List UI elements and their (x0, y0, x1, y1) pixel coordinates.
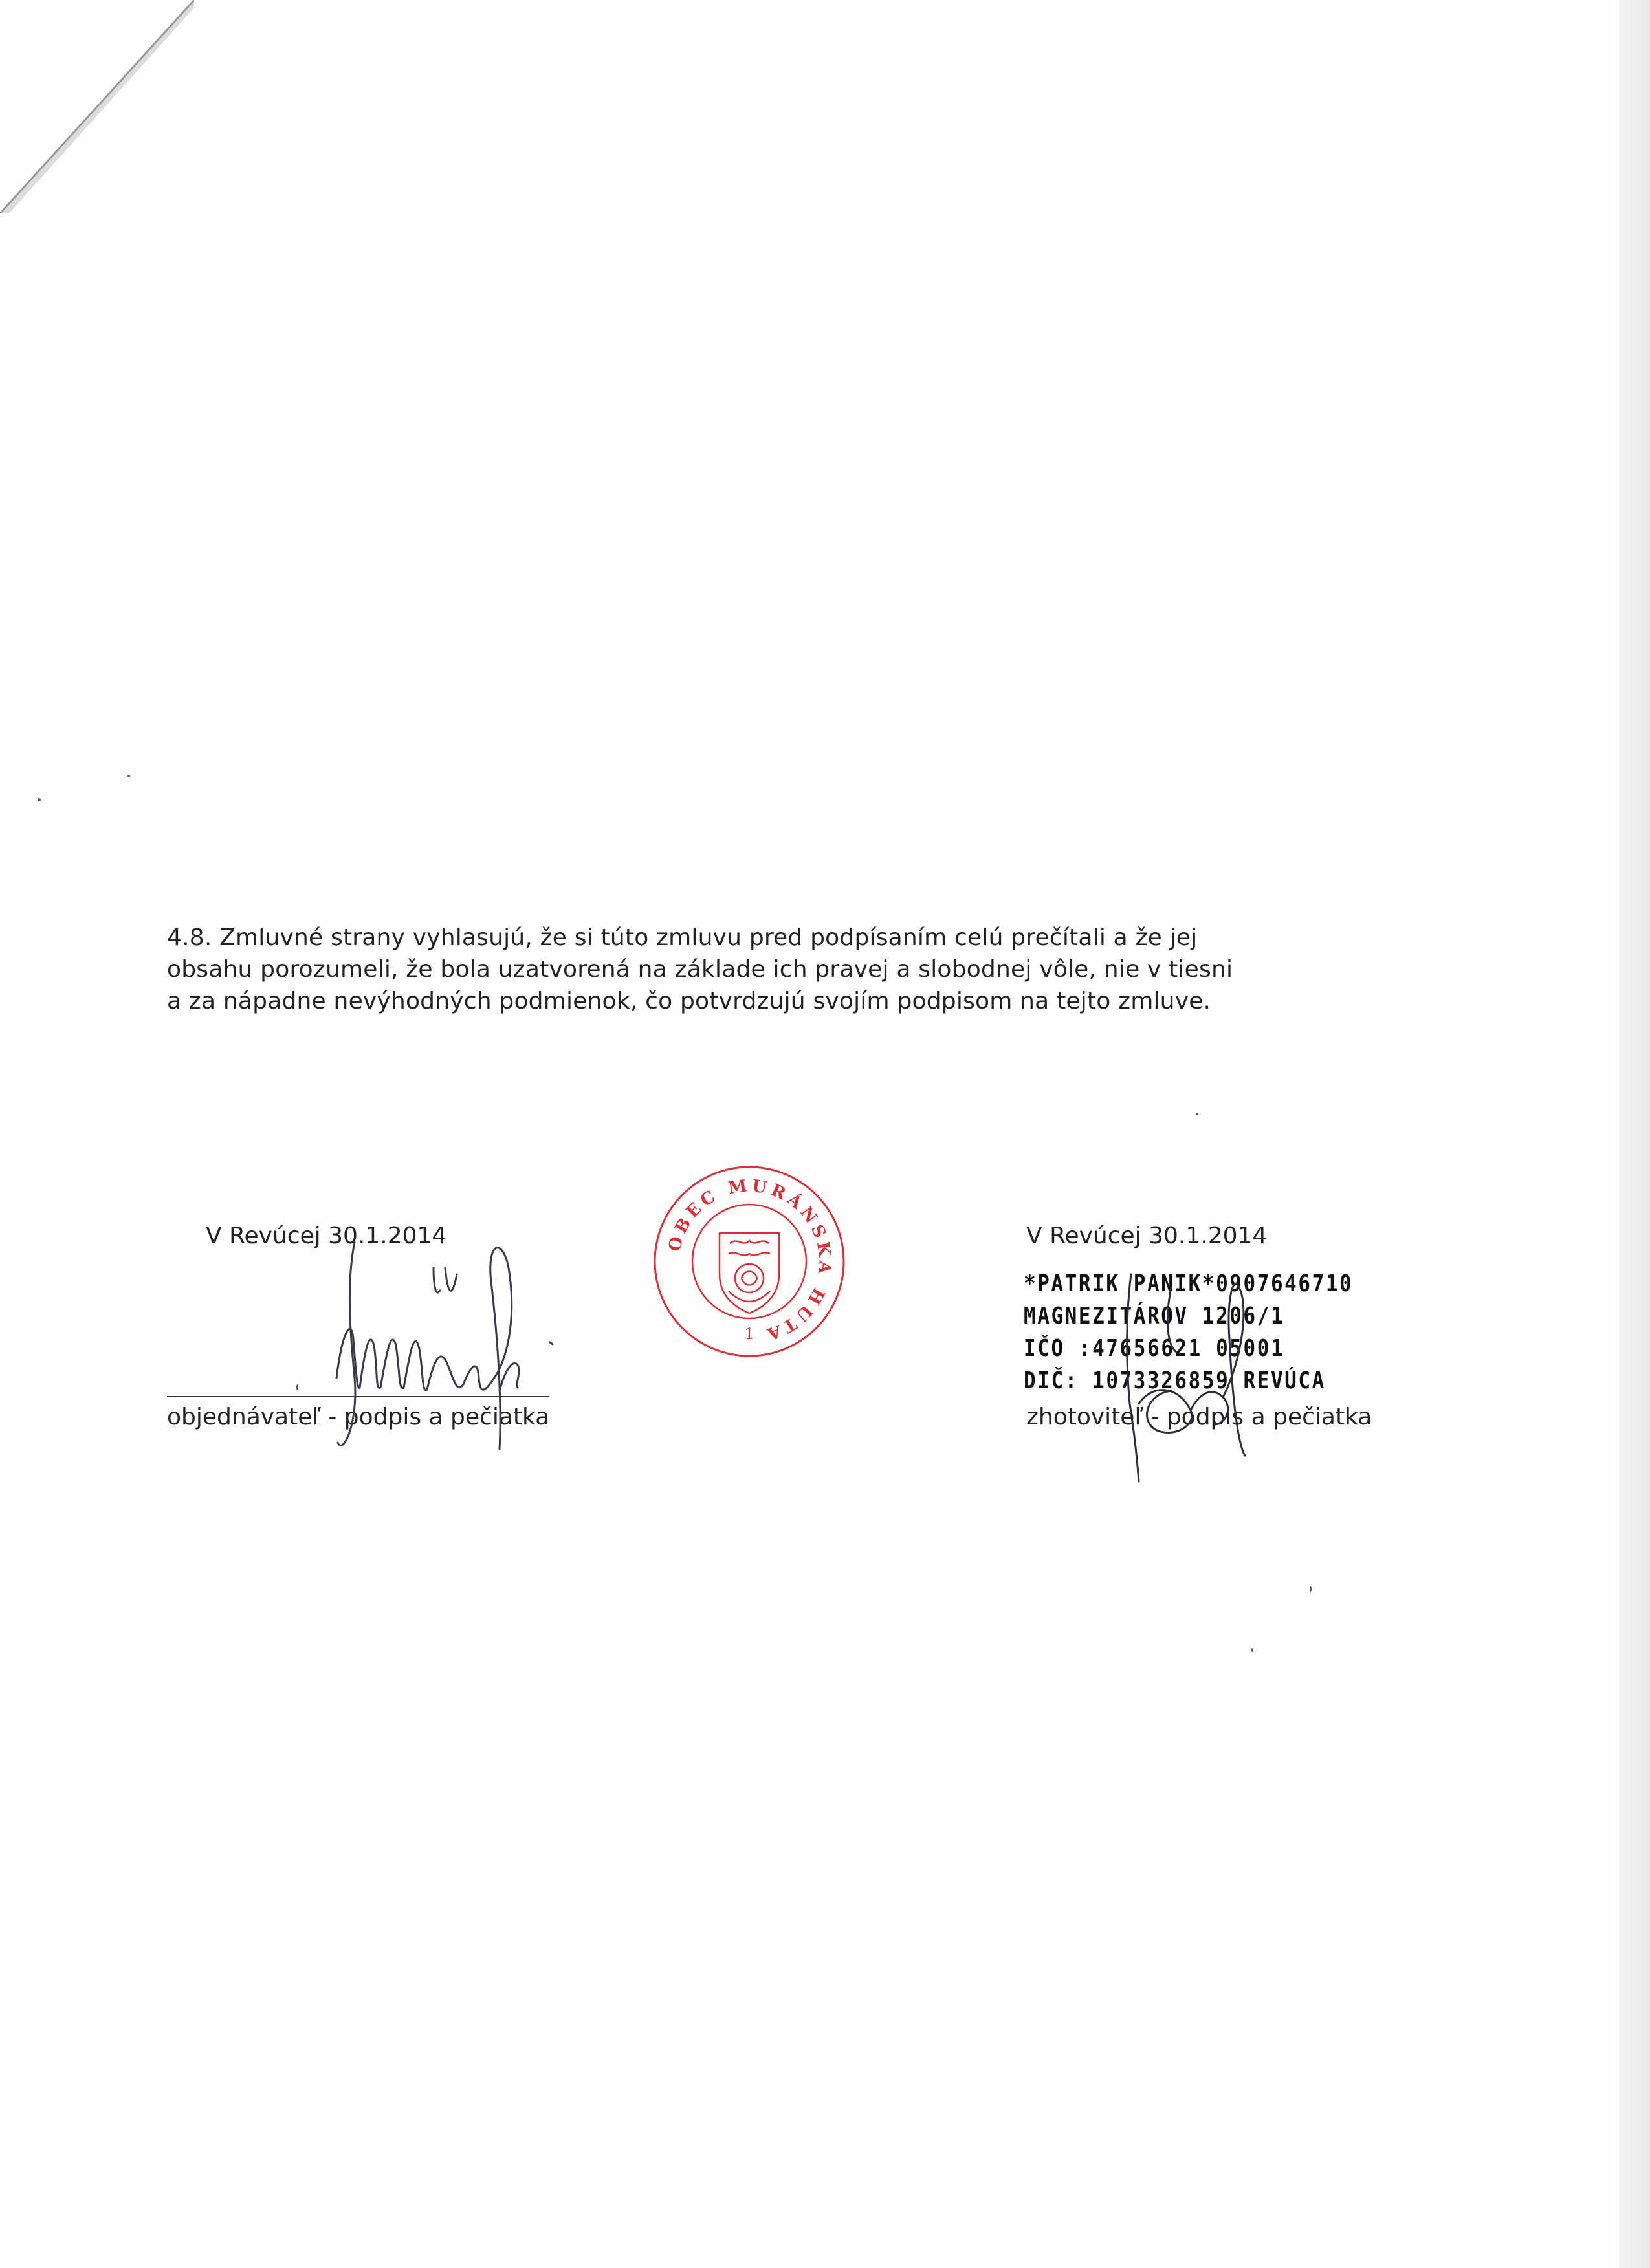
contractor-signature (1100, 1261, 1333, 1494)
scan-speck (1251, 1648, 1253, 1652)
svg-text:OBEC MURÁNSKA HUTA (665, 1176, 835, 1345)
clause-line: a za nápadne nevýhodných podmienok, čo potvrdzujú svojím podpisom na tejto zmluve. (167, 988, 1211, 1014)
scan-speck (296, 1384, 298, 1390)
client-signature (304, 1229, 615, 1488)
scan-speck (1196, 1113, 1198, 1115)
scan-speck (38, 798, 41, 801)
stamp-line: MAGNEZITÁROV 1206/1 (1024, 1303, 1285, 1329)
scan-speck (1310, 1586, 1312, 1592)
coat-of-arms-icon (720, 1233, 779, 1313)
stamp-line: *PATRIK PANIK*0907646710 (1024, 1270, 1354, 1297)
clause-4-8 (167, 922, 1306, 1017)
seal-ring-text: OBEC MURÁNSKA HUTA (665, 1175, 835, 1345)
municipal-seal (652, 1164, 846, 1358)
left-signature-caption: objednávateľ - podpis a pečiatka (167, 1404, 550, 1430)
scan-speck (127, 775, 131, 777)
stamp-line: DIČ: 1073326859 REVÚCA (1024, 1368, 1326, 1394)
right-signature-caption: zhotoviteľ - podpis a pečiatka (1026, 1404, 1372, 1430)
stamp-line: IČO :47656621 05001 (1024, 1335, 1285, 1362)
folded-corner (0, 0, 194, 213)
right-place-date: V Revúcej 30.1.2014 (1026, 1223, 1268, 1249)
clause-line: obsahu porozumeli, že bola uzatvorená na základe ich pravej a slobodnej vôle, nie v tiesni (167, 956, 1233, 983)
clause-line: 4.8. Zmluvné strany vyhlasujú, že si túto zmluvu pred podpísaním celú prečítali a že jej (167, 924, 1198, 951)
left-place-date: V Revúcej 30.1.2014 (206, 1223, 447, 1249)
page-edge-shadow (1619, 0, 1650, 2268)
seal-number: 1 (744, 1325, 754, 1343)
